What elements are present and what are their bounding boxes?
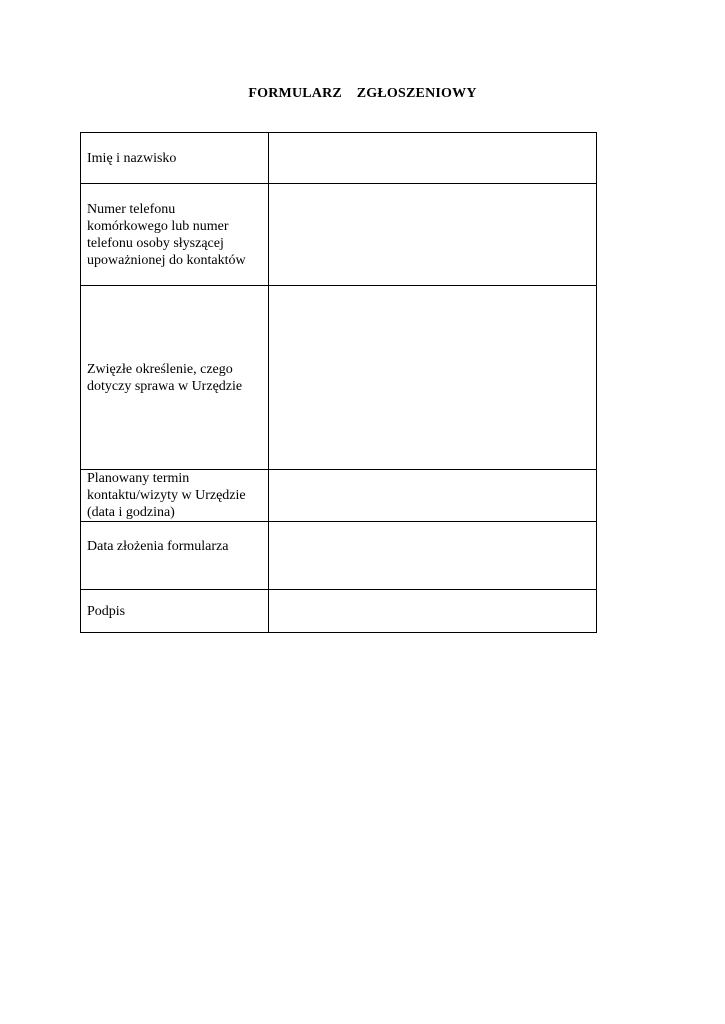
planned-contact-field[interactable]	[269, 470, 597, 522]
label-matter: Zwięzłe określenie, czego dotyczy sprawa w Urzędzie	[87, 361, 243, 394]
application-form-table	[80, 132, 597, 633]
form-row-planned-contact	[81, 470, 597, 522]
label-cell-signature	[81, 590, 269, 633]
name-field[interactable]	[269, 133, 597, 184]
label-signature: Podpis	[87, 603, 126, 619]
signature-field[interactable]	[269, 590, 597, 633]
label-cell-phone	[81, 184, 269, 286]
form-row-submission-date	[81, 522, 597, 590]
label-cell-submission-date	[81, 522, 269, 590]
label-name: Imię i nazwisko	[87, 151, 177, 166]
form-title: FORMULARZ ZGŁOSZENIOWY	[248, 86, 477, 101]
label-cell-name	[81, 133, 269, 184]
form-row-name	[81, 133, 597, 184]
form-row-signature	[81, 590, 597, 633]
matter-field[interactable]	[269, 286, 597, 470]
label-submission-date: Data złożenia formularza	[87, 539, 229, 554]
form-row-matter	[81, 286, 597, 470]
submission-date-field[interactable]	[269, 522, 597, 590]
label-planned-contact: Planowany termin kontaktu/wizyty w Urzędzie (data i godzina)	[87, 471, 246, 520]
phone-field[interactable]	[269, 184, 597, 286]
label-phone: Numer telefonu komórkowego lub numer telefonu osoby słyszącej upoważnionej do kontaktów	[87, 202, 246, 268]
label-cell-matter	[81, 286, 269, 470]
form-row-phone	[81, 184, 597, 286]
label-cell-planned-contact	[81, 470, 269, 522]
